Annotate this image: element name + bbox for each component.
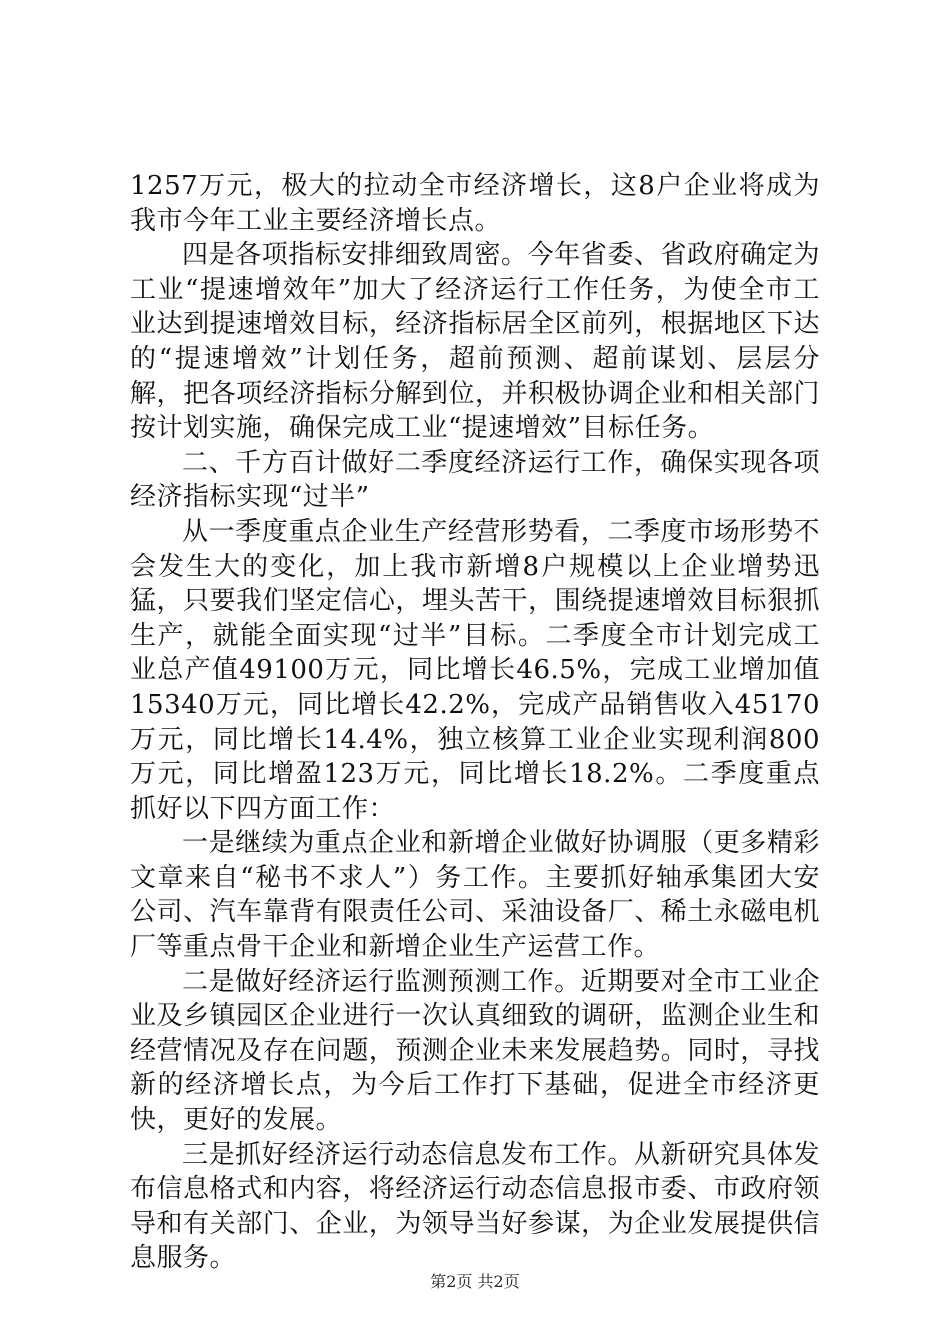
document-body <box>130 169 820 1276</box>
section-heading-two: 二、千方百计做好二季度经济运行工作，确保实现各项经济指标实现“过半” <box>130 447 820 513</box>
paragraph-continuation: 1257万元，极大的拉动全市经济增长，这8户企业将成为我市今年工业主要经济增长点。 <box>130 171 820 236</box>
paragraph-task-one: 一是继续为重点企业和新增企业做好协调服（更多精彩文章来自“秘书不求人”）务工作。主要抓好轴承集团大安公司、汽车靠背有限责任公司、采油设备厂、稀土永磁电机厂等重点骨干企业和新增企业生产运营工作。 <box>130 828 820 963</box>
page-number: 第2页 共2页 <box>430 1272 520 1291</box>
paragraph-task-two: 二是做好经济运行监测预测工作。近期要对全市工业企业及乡镇园区企业进行一次认真细致的调研，监测企业生和经营情况及存在问题，预测企业未来发展趋势。同时，寻找新的经济增长点，为今后工作打下基础，促进全市经济更快，更好的发展。 <box>130 966 820 1136</box>
paragraph-task-three: 三是抓好经济运行动态信息发布工作。从新研究具体发布信息格式和内容，将经济运行动态信息报市委、市政府领导和有关部门、企业，为领导当好参谋，为企业发展提供信息服务。 <box>130 1139 820 1274</box>
paragraph-second-quarter-plan: 从一季度重点企业生产经营形势看，二季度市场形势不会发生大的变化，加上我市新增8户规模以上企业增势迅猛，只要我们坚定信心，埋头苦干，围绕提速增效目标狠抓生产，就能全面实现“过半”目标。二季度全市计划完成工业总产值49100万元，同比增长46.5%，完成工业增加值15340万元，同比增长42.2%，完成产品销售收入45170万元，同比增长14.4%，独立核算工业企业实现利润800万元，同比增盈123万元，同比增长18.2%。二季度重点抓好以下四方面工作： <box>130 516 820 824</box>
paragraph-item-four: 四是各项指标安排细致周密。今年省委、省政府确定为工业“提速增效年”加大了经济运行工作任务，为使全市工业达到提速增效目标，经济指标居全区前列，根据地区下达的“提速增效”计划任务，超前预测、超前谋划、层层分解，把各项经济指标分解到位，并积极协调企业和相关部门按计划实施，确保完成工业“提速增效”目标任务。 <box>130 240 820 444</box>
page-footer <box>0 1272 950 1292</box>
